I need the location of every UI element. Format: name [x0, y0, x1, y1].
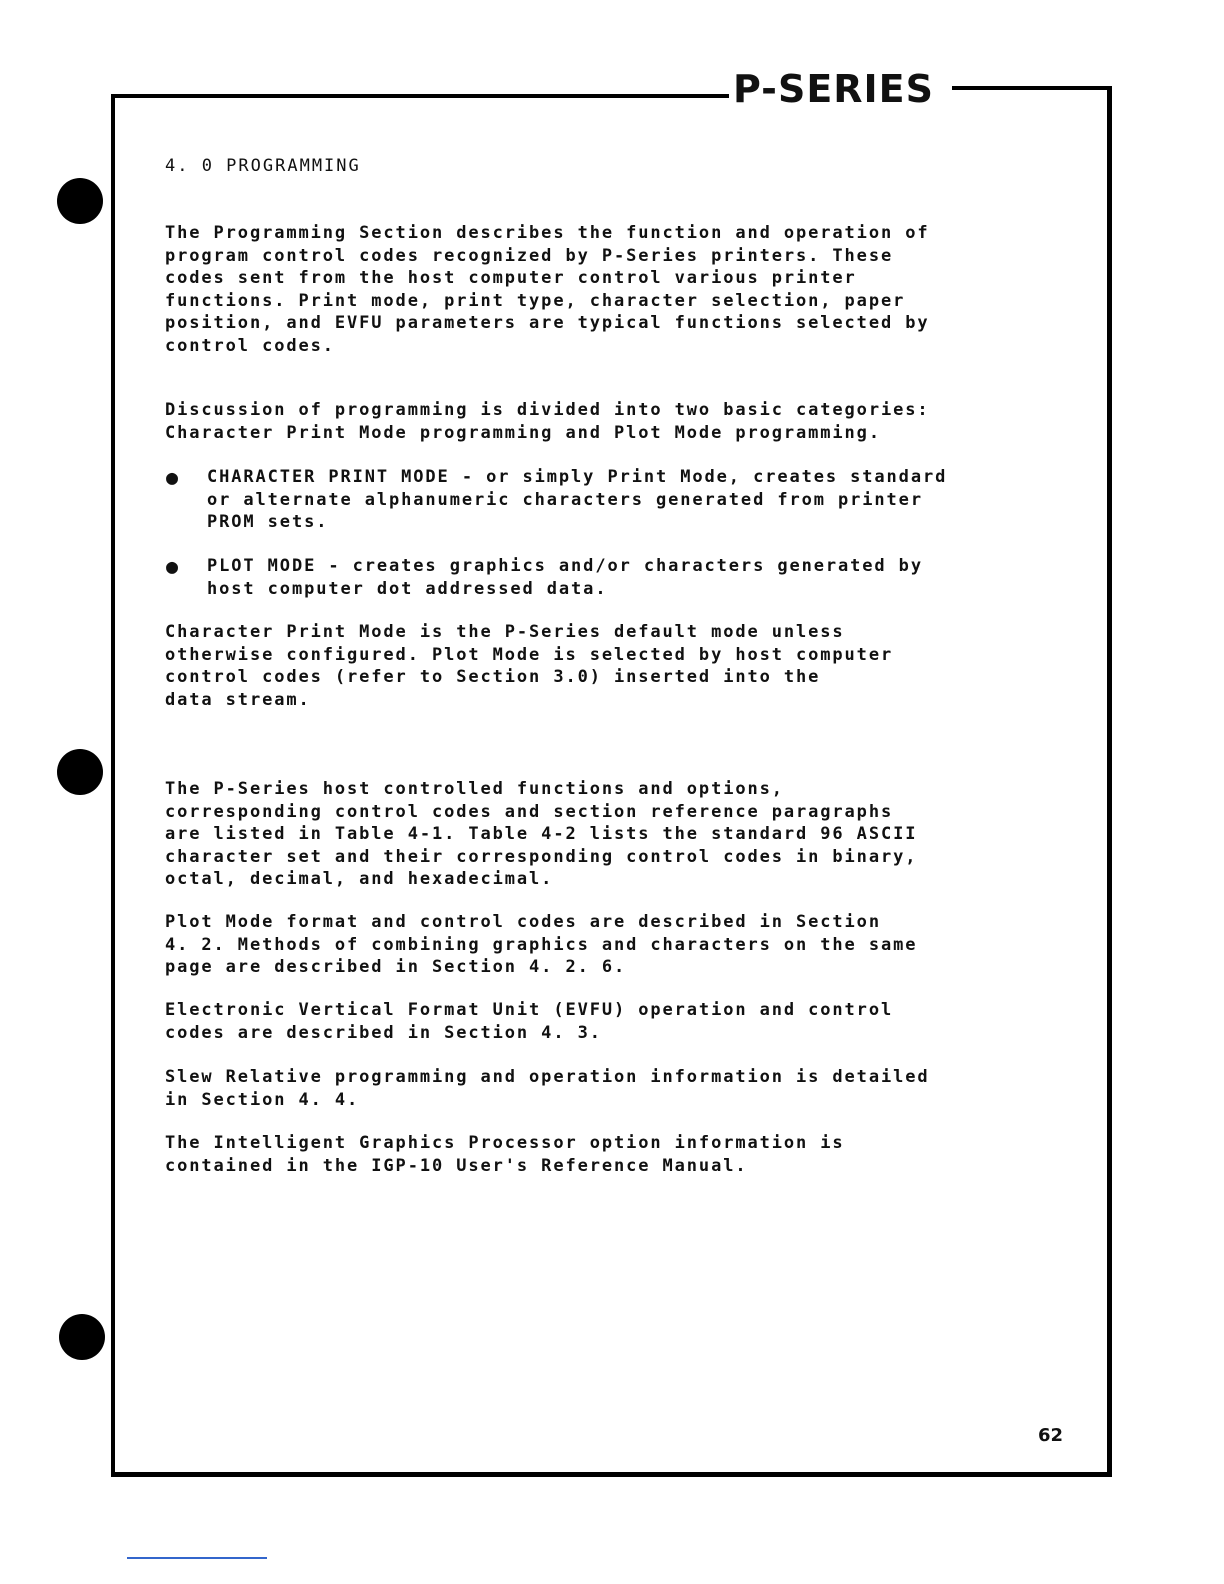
bullet-text: PLOT MODE - creates graphics and/or characters generated by host computer dot addressed data. [207, 556, 923, 599]
paragraph-intro: The Programming Section describes the function and operation of program control codes recognized by P-Series printers. These codes sent from the host computer control various printer functions. Print mode, print type, character selection, paper position, and EVFU parameters are typical functions selected by control codes. [165, 223, 930, 356]
section-heading: 4. 0 PROGRAMMING [165, 156, 361, 176]
frame-top-border-left [111, 94, 729, 98]
bullet-text: CHARACTER PRINT MODE - or simply Print Mode, creates standard or alternate alphanumeric characters generated from printer PROM sets. [207, 467, 948, 532]
paragraph-default-mode: Character Print Mode is the P-Series default mode unless otherwise configured. Plot Mode is selected by host computer control codes (refer to Section 3.0) inserted into the data stream. [165, 622, 894, 710]
paragraph-igp: The Intelligent Graphics Processor option information is contained in the IGP-10 User's Reference Manual. [165, 1133, 845, 1176]
paragraph-slew-relative: Slew Relative programming and operation information is detailed in Section 4. 4. [165, 1067, 930, 1110]
bullet-marker: ● [166, 554, 179, 578]
brand-title: P-SERIES [733, 67, 935, 111]
frame-left-border [111, 94, 115, 1477]
bullet-marker: ● [166, 465, 179, 489]
frame-right-border [1107, 86, 1112, 1477]
frame-bottom-border [111, 1472, 1112, 1477]
binder-hole-middle [57, 749, 103, 795]
paragraph-host-functions: The P-Series host controlled functions and options, corresponding control codes and section reference paragraphs are listed in Table 4-1. Table 4-2 lists the standard 96 ASCII character set and their corresponding control codes in binary, octal, decimal, and hexadecimal. [165, 779, 918, 889]
page-number: 62 [1038, 1425, 1064, 1446]
paragraph-evfu: Electronic Vertical Format Unit (EVFU) operation and control codes are described in Section 4. 3. [165, 1000, 894, 1043]
binder-hole-top [57, 178, 103, 224]
paragraph-categories: Discussion of programming is divided into two basic categories: Character Print Mode programming and Plot Mode programming. [165, 400, 930, 443]
paragraph-plot-mode: Plot Mode format and control codes are described in Section 4. 2. Methods of combining graphics and characters on the same page are described in Section 4. 2. 6. [165, 912, 918, 977]
binder-hole-bottom [59, 1314, 105, 1360]
frame-top-border-right [952, 86, 1111, 90]
footer-underline [127, 1557, 267, 1559]
